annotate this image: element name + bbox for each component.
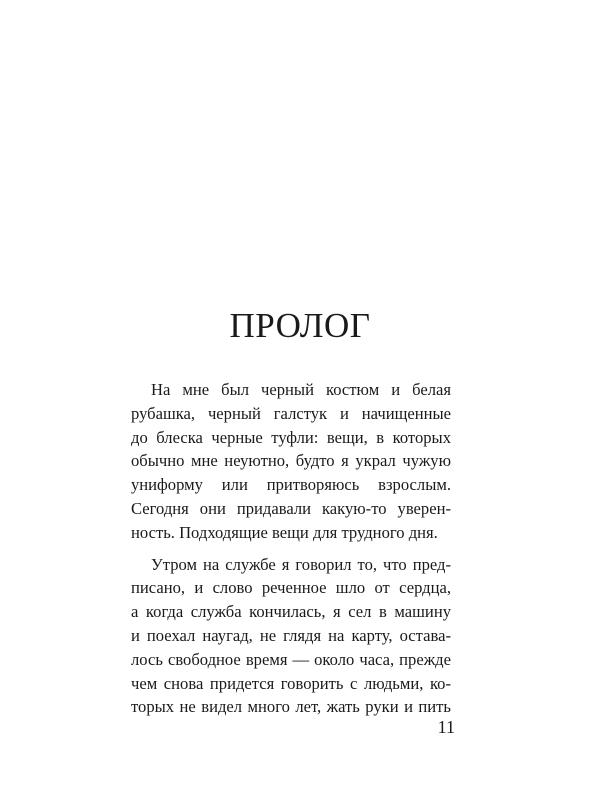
text-line: и поехал наугад, не глядя на карту, остава-	[131, 625, 451, 645]
paragraph	[131, 553, 451, 720]
text-line: лось свободное время — около часа, прежде	[131, 649, 451, 669]
text-line: униформу или притворяюсь взрослым.	[131, 475, 451, 495]
text-line: а когда служба кончилась, я сел в машину	[131, 602, 451, 622]
text-line: На мне был черный костюм и белая	[151, 380, 451, 399]
text-line: Сегодня они придавали какую-то уверен-	[131, 498, 451, 518]
text-line: писано, и слово реченное шло от сердца,	[131, 578, 451, 598]
text-line: рубашка, черный галстук и начищенные	[131, 403, 451, 423]
text-line: обычно мне неуютно, будто я украл чужую	[131, 451, 451, 471]
text-line: до блеска черные туфли: вещи, в которых	[131, 427, 451, 447]
text-line: торых не видел много лет, жать руки и пить	[131, 697, 451, 717]
page-number: 11	[437, 717, 455, 737]
text-line: ность. Подходящие вещи для трудного дня.	[131, 522, 438, 542]
paragraph	[131, 378, 451, 545]
text-line: Утром на службе я говорил то, что пред-	[151, 554, 451, 574]
chapter-title: ПРОЛОГ	[229, 306, 371, 345]
body-text	[131, 378, 451, 719]
text-line: чем снова придется говорить с людьми, ко-	[131, 673, 451, 693]
